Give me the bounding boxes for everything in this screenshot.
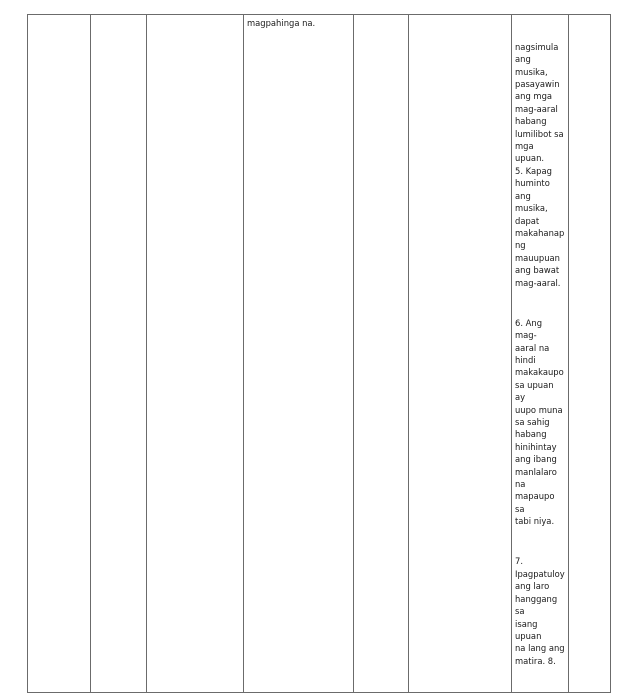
cell-text-steps [512,15,568,692]
table-cell-col4 [244,15,354,693]
table-cell-col8 [569,15,611,693]
table-cell-col1 [28,15,91,693]
table-cell-col2 [91,15,147,693]
table-cell-col3 [147,15,244,693]
steps-paragraph-1: nagsimula ang musika, pasayawin ang mga mag-aaral habang lumilibot sa mga upuan. 5. Kapag huminto ang musika, dapat makahanap ng mauupuan ang bawat mag-aaral. [515,41,565,288]
table-cell-col6 [409,15,512,693]
table-cell-col5 [354,15,409,693]
steps-paragraph-3: 7. Ipagpatuloy ang laro hanggang sa isang upuan na lang ang matira. 8. [515,556,565,666]
steps-paragraph-2: 6. Ang mag- aaral na hindi makakaupo sa upuan ay uupo muna sa sahig habang hinihintay ang ibang manlalaro na mapaupo sa tabi niya. [515,317,564,527]
lesson-plan-table [27,14,611,693]
table-row [28,15,611,693]
cell-text-activity: magpahinga na. [247,18,316,28]
table-cell-col7 [512,15,569,693]
